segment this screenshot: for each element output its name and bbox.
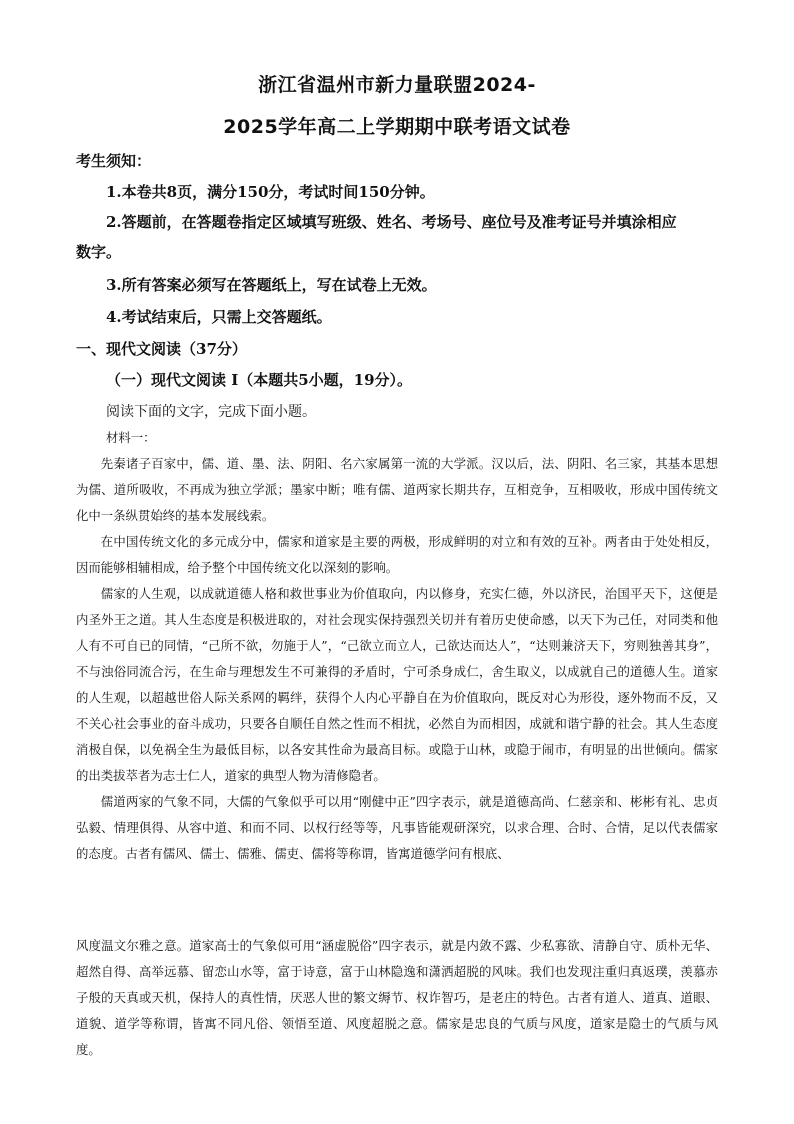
passage-paragraph: 儒家的人生观，以成就道德人格和救世事业为价值取向，内以修身，充实仁德，外以济民，治国平天下，这便是内圣外王之道。其人生态度是积极进取的，对社会现实保持强烈关切并有着历史使命感，以天下为己任，对同类和他人有不可自已的同情，“己所不欲，勿施于人”，“己欲立而立人，己欲达而达人”，“达则兼济天下，穷则独善其身”，不与浊俗同流合污，在生命与理想发生不可兼得的矛盾时，宁可杀身成仁，舍生取义，以成就自己的道德人生。道家的人生观，以超越世俗人际关系网的羁绊，获得个人内心平静自在为价值取向，既反对心为形役，逐外物而不反，又不关心社会事业的奋斗成功，只要各自顺任自然之性而不相扰，必然自为而相因，成就和谐宁静的社会。其人生态度消极自保，以免祸全生为最低目标，以各安其性命为最高目标。或隐于山林，或隐于闹市，有明显的出世倾向。儒家的出类拔萃者为志士仁人，道家的典型人物为清修隐者。 [76,586,718,783]
passage-paragraph: 在中国传统文化的多元成分中，儒家和道家是主要的两极，形成鲜明的对立和有效的互补。两者由于处处相反，因而能够相辅相成，给予整个中国传统文化以深刻的影响。 [76,534,718,575]
section-heading: 一、现代文阅读（37分） [76,340,247,358]
passage-paragraph: 先秦诸子百家中，儒、道、墨、法、阴阳、名六家属第一流的大学派。汉以后，法、阴阳、名三家，其基本思想为儒、道所吸收，不再成为独立学派；墨家中断；唯有儒、道两家长期共存，互相竞争，互相吸收，形成中国传统文化中一条纵贯始终的基本发展线索。 [76,456,718,523]
notice-item-3: 3.所有答案必须写在答题纸上，写在试卷上无效。 [106,276,437,294]
material-label: 材料一： [106,430,156,445]
notice-item-4: 4.考试结束后，只需上交答题纸。 [106,308,332,326]
reading-instruction: 阅读下面的文字，完成下面小题。 [106,404,316,420]
passage-part-2 [76,933,718,1063]
notice-item-2: 2.答题前，在答题卷指定区域填写班级、姓名、考场号、座位号及准考证号并填涂相应 [106,213,677,231]
passage-paragraph: 儒道两家的气象不同，大儒的气象似乎可以用“刚健中正”四字表示，就是道德高尚、仁慈亲和、彬彬有礼、忠贞弘毅、情理俱得、从容中道、和而不同、以权行经等等，凡事皆能观研深究，以求合理、合时、合情，足以代表儒家的态度。古者有儒风、儒士、儒雅、儒吏、儒将等称谓，皆寓道德学问有根底、 [76,794,718,861]
passage-paragraph: 风度温文尔雅之意。道家高士的气象似可用“涵虚脱俗”四字表示，就是内敛不露、少私寡欲、清静自守、质朴无华、超然自得、高举远慕、留恋山水等，富于诗意，富于山林隐逸和潇洒超脱的风味。我们也发现注重归真返璞，羡慕赤子般的天真或天机，保持人的真性情，厌恶人世的繁文缛节、权诈智巧，是老庄的特色。古者有道人、道真、道眼、道貌、道学等称谓，皆寓不同凡俗、领悟至道、风度超脱之意。儒家是忠良的气质与风度，道家是隐士的气质与风度。 [76,938,718,1057]
exam-title-line2: 2025学年高二上学期期中联考语文试卷 [223,116,571,138]
notice-item-1: 1.本卷共8页，满分150分，考试时间150分钟。 [106,183,435,201]
passage-part-1 [76,451,718,867]
exam-title-line1: 浙江省温州市新力量联盟2024- [258,74,536,96]
notice-item-2-cont: 数字。 [76,243,122,261]
notice-heading: 考生须知： [76,152,152,170]
subsection-heading: （一）现代文阅读 I（本题共5小题，19分）。 [106,371,413,389]
